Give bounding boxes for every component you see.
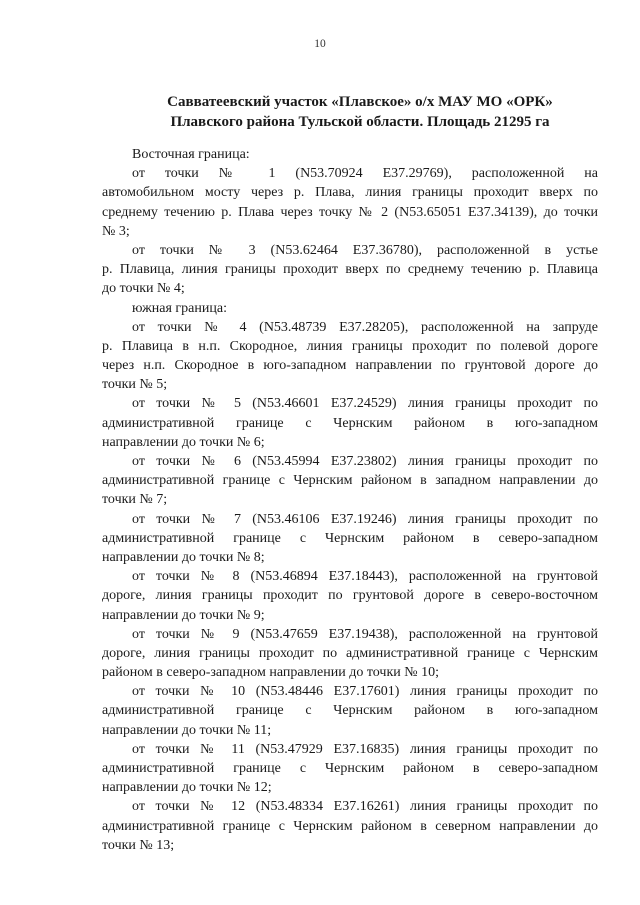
paragraph <box>102 625 598 683</box>
text-line: точки № 5; <box>102 377 168 393</box>
text-line: административной границе с Чернским районом в юго-западном <box>102 703 598 719</box>
text-line: направлении до точки № 6; <box>102 434 265 450</box>
text-line: р. Плавица, линия границы проходит вверх по среднему течению р. Плавица <box>102 262 598 278</box>
text-line: через н.п. Скородное в юго-западном направлении по грунтовой дороге до <box>102 358 598 374</box>
text-line: административной границе с Чернским районом в западном направлении до <box>102 473 598 489</box>
page-number: 10 <box>314 38 326 50</box>
text-line: направлении до точки № 9; <box>102 607 265 623</box>
paragraph <box>102 164 598 241</box>
title-line-2: Плавского района Тульской области. Площадь 21295 га <box>170 114 550 130</box>
paragraph <box>102 394 598 452</box>
text-line: районом в северо-западном направлении до точки № 10; <box>102 665 439 681</box>
paragraph <box>102 299 598 318</box>
text-line: точки № 7; <box>102 492 168 508</box>
paragraph <box>102 318 598 395</box>
paragraph <box>102 740 598 798</box>
text-line: от точки № 7 (N53.46106 E37.19246) линия границы проходит по <box>132 511 598 527</box>
text-line: автомобильном мосту через р. Плава, линия границы проходит вверх по <box>102 185 598 201</box>
text-line: № 3; <box>102 223 130 239</box>
paragraph <box>102 452 598 510</box>
paragraph <box>102 682 598 740</box>
text-line: от точки № 8 (N53.46894 E37.18443), расположенной на грунтовой <box>132 569 598 585</box>
document-title <box>100 92 620 132</box>
paragraph <box>102 510 598 568</box>
text-line: от точки № 9 (N53.47659 E37.19438), расположенной на грунтовой <box>132 626 598 642</box>
text-line: от точки № 6 (N53.45994 E37.23802) линия границы проходит по <box>132 454 598 469</box>
text-line: направлении до точки № 11; <box>102 722 272 738</box>
text-line: от точки № 12 (N53.48334 E37.16261) линия границы проходит по <box>132 799 598 815</box>
text-line: административной границе с Чернским районом в юго-западном <box>102 415 598 431</box>
text-line: р. Плавица в н.п. Скородное, линия границы проходит по полевой дороге <box>102 338 598 354</box>
text-line: среднему течению р. Плава через точку № 2 (N53.65051 E37.34139), до точки <box>102 204 598 220</box>
title-line-1: Савватеевский участок «Плавское» о/х МАУ МО «ОРК» <box>167 94 553 110</box>
text-line: южная граница: <box>132 300 227 316</box>
paragraph <box>102 797 598 855</box>
text-line: до точки № 4; <box>102 281 185 297</box>
text-line: дороге, линия границы проходит по грунтовой дороге в северо-восточном <box>102 588 598 604</box>
text-line: направлении до точки № 8; <box>102 549 265 565</box>
paragraph <box>102 241 598 299</box>
text-line: точки № 13; <box>102 837 175 853</box>
text-line: направлении до точки № 12; <box>102 780 272 796</box>
text-line: административной границе с Чернским районом в северном направлении до <box>102 818 598 834</box>
text-line: административной границе с Чернским районом в северо-западном <box>102 761 598 776</box>
text-line: от точки № 11 (N53.47929 E37.16835) линия границы проходит по <box>132 741 598 757</box>
text-line: от точки № 4 (N53.48739 E37.28205), расположенной на запруде <box>132 319 598 335</box>
text-line: от точки № 1 (N53.70924 E37.29769), расположенной на <box>132 166 598 182</box>
text-line: Восточная граница: <box>132 147 250 162</box>
document-body <box>102 145 598 855</box>
text-line: от точки № 10 (N53.48446 E37.17601) линия границы проходит по <box>132 684 598 700</box>
paragraph <box>102 145 598 164</box>
paragraph <box>102 567 598 625</box>
text-line: дороге, линия границы проходит по административной границе с Чернским <box>102 645 598 661</box>
text-line: от точки № 5 (N53.46601 E37.24529) линия границы проходит по <box>132 396 598 412</box>
text-line: административной границе с Чернским районом в северо-западном <box>102 530 598 546</box>
text-line: от точки № 3 (N53.62464 E37.36780), расположенной в устье <box>132 242 598 258</box>
